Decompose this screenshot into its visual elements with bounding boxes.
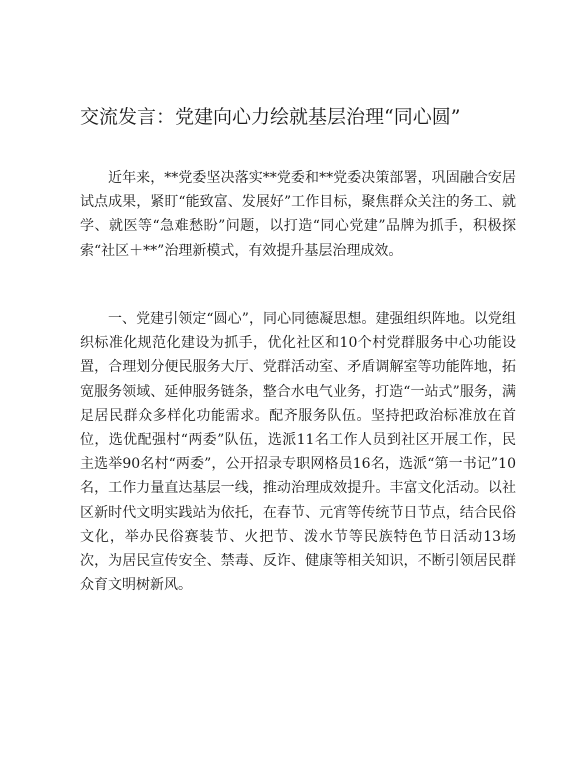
body-paragraph: 一、党建引领定“圆心”，同心同德凝思想。建强组织阵地。以党组织标准化规范化建设为抓手，优化社区和10个村党群服务中心功能设置，合理划分便民服务大厅、党群活动室、矛盾调解室等功能阵地，拓宽服务领域、延伸服务链条，整合水电气业务，打造“一站式”服务，满足居民群众多样化功能需求。配齐服务队伍。坚持把政治标准放在首位，选优配强村“两委”队伍，选派11名工作人员到社区开展工作，民主选举90名村“两委”，公开招录专职网格员16名，选派“第一书记”10名，工作力量直达基层一线，推动治理成效提升。丰富文化活动。以社区新时代文明实践站为依托，在春节、元宵等传统节日节点，结合民俗文化，举办民俗赛装节、火把节、泼水节等民族特色节日活动13场次，为居民宣传安全、禁毒、反诈、健康等相关知识，不断引领居民群众育文明树新风。: [80, 311, 516, 594]
document-title: 交流发言：党建向心力绘就基层治理“同心圆”: [80, 106, 461, 128]
body-paragraph: 近年来，**党委坚决落实**党委和**党委决策部署，巩固融合安居试点成果，紧盯“能致富、发展好”工作目标，聚焦群众关注的务工、就学、就医等“急难愁盼”问题，以打造“同心党建”品牌为抓手，积极探索“社区＋**”治理新模式，有效提升基层治理成效。: [80, 170, 516, 259]
